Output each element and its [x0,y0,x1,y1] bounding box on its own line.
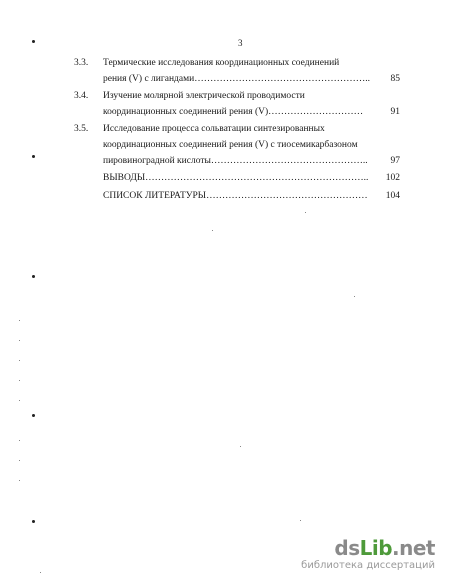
toc-entry-title-line: Исследование процесса сольватации синтезированных [103,124,325,134]
dslib-logo-net: .net [392,536,435,560]
toc-entry-number: 3.4. [74,91,89,101]
dslib-watermark [265,534,445,574]
scan-speck [40,572,41,573]
toc-entry-page: 102 [385,173,400,183]
dslib-logo-ds: ds [334,536,360,560]
toc-entry-title-line: координационных соединений рения (V)………………………… [103,107,364,117]
scan-speck [19,440,20,441]
scan-speck [300,520,301,521]
scan-speck [19,400,20,401]
scan-speck [19,340,20,341]
toc-entry-title-line: ВЫВОДЫ…………………………………………………………….. [103,173,369,183]
toc-entry-number: 3.3. [74,58,89,68]
toc-entry-title-line: Изучение молярной электрической проводимости [103,91,305,101]
scan-mark [32,414,35,417]
toc-entry-page: 97 [390,156,400,166]
toc-entry-title-line: пировиноградной кислоты………………………………………….. [103,156,368,166]
scan-speck [305,212,306,213]
toc-entry-title-line: координационных соединений рения (V) с тиосемикарбазоном [103,140,358,150]
dslib-logo-lib: Lib [359,536,393,560]
dslib-subtitle: библиотека диссертаций [301,560,435,571]
scan-mark [32,520,35,523]
toc-entry-title-line: СПИСОК ЛИТЕРАТУРЫ…………………………………………… [103,191,368,201]
toc-entry-number: 3.5. [74,124,89,134]
toc-entry-page: 85 [390,74,400,84]
scan-speck [19,380,20,381]
page-number: 3 [238,38,243,48]
scan-speck [212,230,213,231]
scan-speck [19,320,20,321]
scan-speck [19,360,20,361]
scan-speck [19,460,20,461]
scan-speck [240,446,241,447]
scan-speck [354,296,355,297]
toc-entry-page: 104 [385,191,400,201]
toc-entry-title-line: рения (V) с лигандами……………………………………………….. [103,74,370,84]
toc-entry-title-line: Термические исследования координационных соединений [103,58,340,68]
scan-speck [19,480,20,481]
dslib-logo [334,536,435,560]
scan-mark [32,40,35,43]
scan-mark [32,275,35,278]
scan-mark [32,155,35,158]
toc-entry-page: 91 [390,107,400,117]
